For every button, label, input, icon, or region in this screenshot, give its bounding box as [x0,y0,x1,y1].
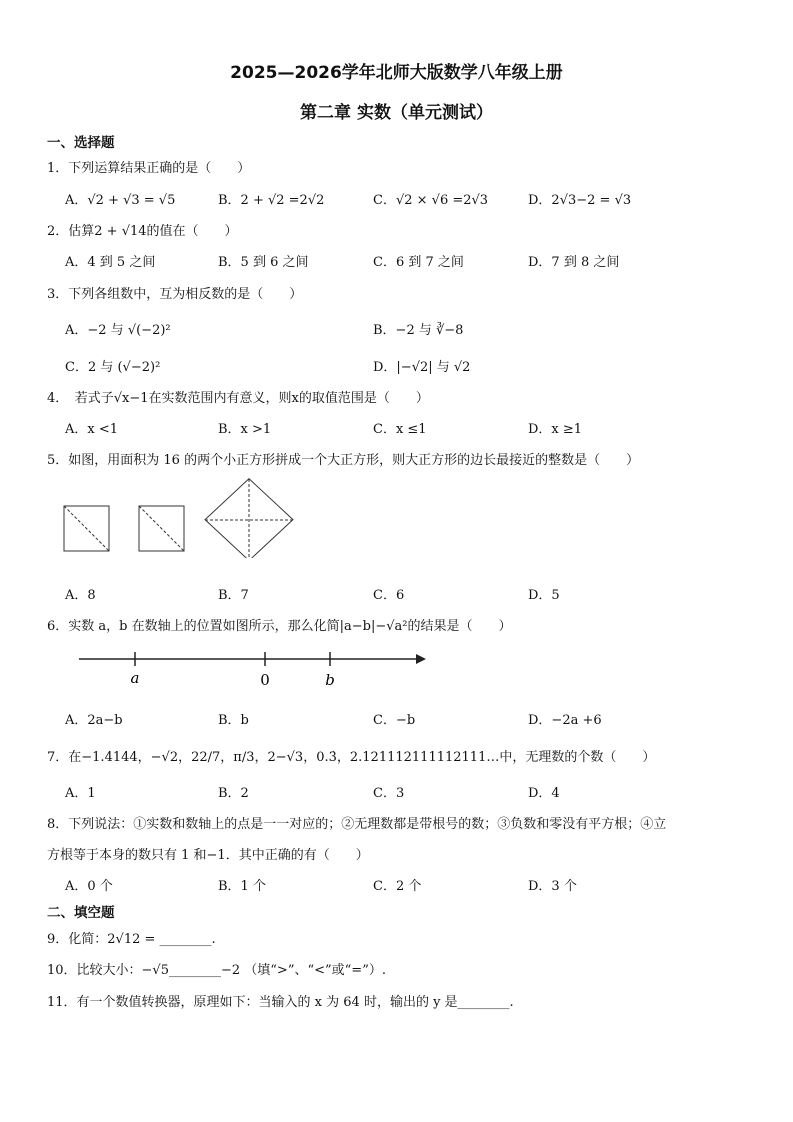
question-11: 11．有一个数值转换器，原理如下：当输入的 x 为 64 时，输出的 y 是________. [47,995,514,1010]
q2-option-b: B．5 到 6 之间 [218,255,309,270]
tick-label-a: a [130,669,140,687]
exam-title: 2025—2026学年北师大版数学八年级上册 [230,63,563,83]
q7-option-d: D．4 [528,786,560,801]
question-8-stem-line1: 8．下列说法：①实数和数轴上的点是一一对应的；②无理数都是带根号的数；③负数和零没有平方根；④立 [47,817,667,832]
q1-option-a: A．√2 + √3 = √5 [65,193,176,208]
q2-option-c: C．6 到 7 之间 [373,255,464,270]
q8-option-b: B．1 个 [218,879,266,894]
question-9: 9．化简：2√12 = ________. [47,932,216,947]
q1-option-d: D．2√3−2 = √3 [528,193,632,208]
number-line-arrow [416,654,426,664]
tick-label-0: 0 [260,671,270,689]
q2-option-a: A．4 到 5 之间 [65,255,156,270]
q5-option-c: C．6 [373,588,405,603]
question-8-stem-line2: 方根等于本身的数只有 1 和−1．其中正确的有（ ） [47,848,369,863]
large-square [205,479,293,558]
q6-option-c: C．−b [373,713,416,728]
section-heading-choice: 一、选择题 [47,135,115,151]
q1-option-b: B．2 + √2 =2√2 [218,193,325,208]
q3-option-a: A．−2 与 √(−2)² [65,323,171,338]
section-heading-fill: 二、填空题 [47,905,115,921]
q7-option-c: C．3 [373,786,405,801]
q6-option-b: B．b [218,713,249,728]
tick-label-b: b [325,671,335,689]
q3-option-d: D．|−√2| 与 √2 [373,360,471,375]
question-10: 10．比较大小：−√5________−2 （填“>”、“<”或“=”）. [47,963,386,978]
question-6-stem: 6．实数 a，b 在数轴上的位置如图所示，那么化简|a−b|−√a²的结果是（ ） [47,619,512,634]
q4-option-a: A．x <1 [65,422,119,437]
q6-option-a: A．2a−b [65,713,123,728]
q5-option-a: A．8 [65,588,96,603]
question-1-stem: 1．下列运算结果正确的是（ ） [47,161,251,176]
q3-option-b: B．−2 与 ∛−8 [373,323,464,338]
q8-option-a: A．0 个 [65,879,113,894]
q1-option-c: C．√2 × √6 =2√3 [373,193,489,208]
question-7-stem: 7．在−1.4144，−√2，22/7，π/3，2−√3，0.3̇，2.121112111112111…中，无理数的个数（ ） [47,750,656,765]
question-5-stem: 5．如图，用面积为 16 的两个小正方形拼成一个大正方形，则大正方形的边长最接近的整数是（ ） [47,453,640,468]
chapter-title: 第二章 实数（单元测试） [300,103,493,123]
q4-option-d: D．x ≥1 [528,422,583,437]
q7-option-a: A．1 [65,786,96,801]
small-square-1 [64,506,109,551]
q7-option-b: B．2 [218,786,249,801]
question-3-stem: 3．下列各组数中，互为相反数的是（ ） [47,287,303,302]
q8-option-d: D．3 个 [528,879,577,894]
q6-option-d: D．−2a +6 [528,713,602,728]
q4-option-c: C．x ≤1 [373,422,427,437]
q4-option-b: B．x >1 [218,422,272,437]
q5-squares-figure [60,478,300,558]
small-square-2 [139,506,184,551]
q6-number-line [76,645,436,695]
question-2-stem: 2．估算2 + √14的值在（ ） [47,224,238,239]
q3-option-c: C．2 与 (√−2)² [65,360,161,375]
q5-option-d: D．5 [528,588,560,603]
q2-option-d: D．7 到 8 之间 [528,255,620,270]
question-4-stem: 4． 若式子√x−1在实数范围内有意义，则x的取值范围是（ ） [47,391,429,406]
q5-option-b: B．7 [218,588,249,603]
q8-option-c: C．2 个 [373,879,422,894]
